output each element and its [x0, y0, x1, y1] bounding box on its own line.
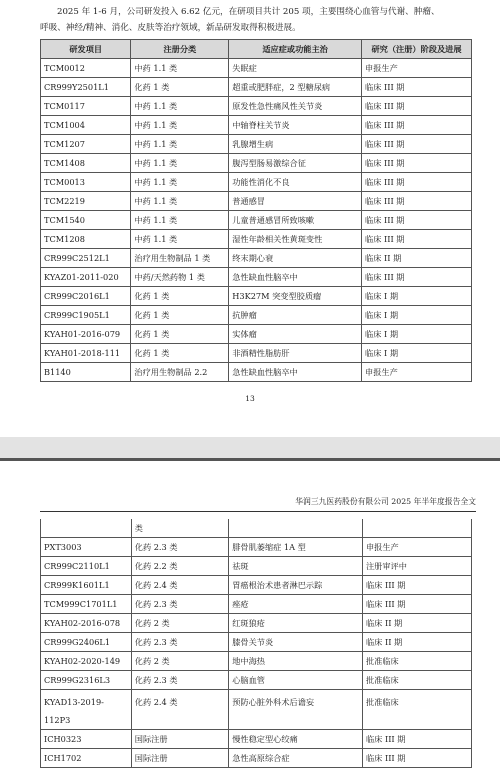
cell-project: CR999G2316L3 [41, 671, 132, 690]
table-header-row [41, 40, 472, 59]
cell-class: 化药 2 类 [131, 652, 228, 671]
table-row [41, 557, 472, 576]
cell-project: TCM999C1701L1 [41, 595, 132, 614]
table-row [41, 344, 472, 363]
cell-indication: 祛斑 [229, 557, 363, 576]
table-row [41, 363, 472, 382]
cell-indication: 心脑血管 [229, 671, 363, 690]
cell-class: 中药/天然药物 1 类 [131, 268, 229, 287]
rd-projects-table-continued [40, 519, 472, 768]
cell-class: 化药 1 类 [131, 344, 229, 363]
table-row [41, 59, 472, 78]
cell-class: 中药 1.1 类 [131, 59, 229, 78]
cell-indication: 腹泻型肠易激综合征 [229, 154, 362, 173]
cell-project: B1140 [41, 363, 131, 382]
cell-class: 中药 1.1 类 [131, 135, 229, 154]
cell-project: CR999Y2501L1 [41, 78, 131, 97]
cell-class: 治疗用生物制品 2.2 [131, 363, 229, 382]
cell-project: CR999K1601L1 [41, 576, 132, 595]
cell-class: 化药 2.3 类 [131, 671, 228, 690]
cell-project: CR999C2110L1 [41, 557, 132, 576]
continuation-row [41, 519, 472, 538]
cell-project: CR999G2406L1 [41, 633, 132, 652]
cell-project: KYAH02-2016-078 [41, 614, 132, 633]
cell-stage: 临床 III 期 [362, 211, 472, 230]
cell-class: 化药 2 类 [131, 614, 228, 633]
table-row [41, 154, 472, 173]
cell-indication: 抗肿瘤 [229, 306, 362, 325]
cell-class: 化药 2.4 类 [131, 576, 228, 595]
header-registration-class: 注册分类 [131, 40, 229, 59]
cell-project: TCM0013 [41, 173, 131, 192]
cell-project: PXT3003 [41, 538, 132, 557]
table-row [41, 652, 472, 671]
cell-class: 化药 1 类 [131, 325, 229, 344]
cell-stage: 注册审评中 [362, 557, 471, 576]
cell-stage: 临床 III 期 [362, 576, 471, 595]
cell-indication: 慢性稳定型心绞痛 [229, 730, 363, 749]
table-row [41, 690, 472, 730]
cell-indication: 红斑狼疮 [229, 614, 363, 633]
cell-stage: 临床 III 期 [362, 154, 472, 173]
table-row [41, 538, 472, 557]
cell-stage: 批准临床 [362, 671, 471, 690]
cell-indication: 原发性急性痛风性关节炎 [229, 97, 362, 116]
cell-project: TCM1540 [41, 211, 131, 230]
cell-stage: 申报生产 [362, 59, 472, 78]
cell-indication: 地中海热 [229, 652, 363, 671]
continuation-cell: 类 [131, 519, 228, 538]
cell-class: 化药 2.3 类 [131, 538, 228, 557]
cell-project: TCM0012 [41, 59, 131, 78]
intro-line-1: 2025 年 1-6 月，公司研发投入 6.62 亿元，在研项目共计 205 项，主要围绕心血管与代谢、肿瘤、 [57, 7, 440, 17]
cell-class: 中药 1.1 类 [131, 97, 229, 116]
table-row [41, 595, 472, 614]
cell-indication: 痤疮 [229, 595, 363, 614]
cell-class: 化药 1 类 [131, 287, 229, 306]
cell-indication: 超重或肥胖症，2 型糖尿病 [229, 78, 362, 97]
cell-indication: 湿性年龄相关性黄斑变性 [229, 230, 362, 249]
table-row [41, 306, 472, 325]
header-project: 研发项目 [41, 40, 131, 59]
cell-stage: 临床 II 期 [362, 633, 471, 652]
cell-stage: 临床 I 期 [362, 344, 472, 363]
cell-stage: 临床 III 期 [362, 116, 472, 135]
cell-project: KYAD13-2019-112P3 [41, 690, 132, 730]
table-row [41, 268, 472, 287]
cell-indication: 胃癌根治术患者淋巴示踪 [229, 576, 363, 595]
table-row [41, 211, 472, 230]
cell-indication: 急性缺血性脑卒中 [229, 268, 362, 287]
cell-stage: 临床 III 期 [362, 268, 472, 287]
header-rule [40, 511, 476, 512]
cell-project: CR999C2512L1 [41, 249, 131, 268]
cell-project: TCM0117 [41, 97, 131, 116]
cell-class: 中药 1.1 类 [131, 230, 229, 249]
intro-line-2: 呼吸、神经/精神、消化、皮肤等治疗领域，新品研发取得积极进展。 [40, 23, 301, 33]
cell-indication: H3K27M 突变型胶质瘤 [229, 287, 362, 306]
cell-indication: 中轴脊柱关节炎 [229, 116, 362, 135]
cell-class: 中药 1.1 类 [131, 211, 229, 230]
cell-indication: 终末期心衰 [229, 249, 362, 268]
intro-paragraph [40, 4, 480, 36]
cell-indication: 急性缺血性脑卒中 [229, 363, 362, 382]
document-page-2 [0, 461, 500, 773]
cell-indication: 儿童普通感冒所致咳嗽 [229, 211, 362, 230]
cell-stage: 临床 III 期 [362, 749, 471, 768]
table-row [41, 192, 472, 211]
cell-class: 化药 2.4 类 [131, 690, 228, 730]
table-row [41, 671, 472, 690]
cell-stage: 批准临床 [362, 690, 471, 730]
cell-project: CR999C1905L1 [41, 306, 131, 325]
cell-indication: 预防心脏外科术后谵妄 [229, 690, 363, 730]
cell-stage: 临床 III 期 [362, 730, 471, 749]
cell-stage: 临床 III 期 [362, 595, 471, 614]
table-row [41, 325, 472, 344]
table-row [41, 749, 472, 768]
cell-project: ICH0323 [41, 730, 132, 749]
table-row [41, 97, 472, 116]
cell-project: TCM1207 [41, 135, 131, 154]
cell-stage: 申报生产 [362, 363, 472, 382]
cell-stage: 临床 III 期 [362, 135, 472, 154]
cell-class: 国际注册 [131, 730, 228, 749]
cell-project: TCM1208 [41, 230, 131, 249]
header-indication: 适应症或功能主治 [229, 40, 362, 59]
cell-project: KYAH01-2018-111 [41, 344, 131, 363]
cell-indication: 实体瘤 [229, 325, 362, 344]
cell-project: CR999C2016L1 [41, 287, 131, 306]
cell-project: TCM1004 [41, 116, 131, 135]
cell-indication: 非酒精性脂肪肝 [229, 344, 362, 363]
cell-indication: 失眠症 [229, 59, 362, 78]
table-row [41, 135, 472, 154]
cell-indication: 膝骨关节炎 [229, 633, 363, 652]
rd-projects-table [40, 39, 472, 382]
cell-stage: 临床 II 期 [362, 614, 471, 633]
cell-class: 中药 1.1 类 [131, 192, 229, 211]
cell-project: KYAH02-2020-149 [41, 652, 132, 671]
cell-class: 国际注册 [131, 749, 228, 768]
cell-indication: 乳腺增生病 [229, 135, 362, 154]
table-row [41, 173, 472, 192]
table-row [41, 633, 472, 652]
cell-stage: 临床 I 期 [362, 306, 472, 325]
cell-class: 化药 2.3 类 [131, 633, 228, 652]
cell-stage: 临床 III 期 [362, 192, 472, 211]
table-row [41, 287, 472, 306]
cell-project: TCM1408 [41, 154, 131, 173]
cell-stage: 申报生产 [362, 538, 471, 557]
table-row [41, 730, 472, 749]
cell-stage: 临床 III 期 [362, 230, 472, 249]
page-header: 华润三九医药股份有限公司 2025 年半年度报告全文 [295, 497, 476, 506]
cell-stage: 批准临床 [362, 652, 471, 671]
table-row [41, 249, 472, 268]
cell-project: KYAH01-2016-079 [41, 325, 131, 344]
cell-project: ICH1702 [41, 749, 132, 768]
table-row [41, 78, 472, 97]
cell-indication: 普通感冒 [229, 192, 362, 211]
table-row [41, 230, 472, 249]
cell-class: 中药 1.1 类 [131, 154, 229, 173]
cell-stage: 临床 III 期 [362, 173, 472, 192]
cell-indication: 急性高原综合症 [229, 749, 363, 768]
cell-class: 化药 2.3 类 [131, 595, 228, 614]
cell-indication: 腓骨肌萎缩症 1A 型 [229, 538, 363, 557]
cell-stage: 临床 I 期 [362, 287, 472, 306]
cell-class: 治疗用生物制品 1 类 [131, 249, 229, 268]
cell-class: 中药 1.1 类 [131, 173, 229, 192]
cell-class: 中药 1.1 类 [131, 116, 229, 135]
cell-project: KYAZ01-2011-020 [41, 268, 131, 287]
cell-project: TCM2219 [41, 192, 131, 211]
table-row [41, 116, 472, 135]
table-row [41, 576, 472, 595]
page-number: 13 [245, 394, 255, 403]
header-stage: 研究（注册）阶段及进展 [362, 40, 472, 59]
cell-indication: 功能性消化不良 [229, 173, 362, 192]
cell-stage: 临床 III 期 [362, 78, 472, 97]
cell-stage: 临床 II 期 [362, 249, 472, 268]
cell-class: 化药 2.2 类 [131, 557, 228, 576]
table-row [41, 614, 472, 633]
cell-stage: 临床 III 期 [362, 97, 472, 116]
cell-stage: 临床 I 期 [362, 325, 472, 344]
cell-class: 化药 1 类 [131, 306, 229, 325]
cell-class: 化药 1 类 [131, 78, 229, 97]
